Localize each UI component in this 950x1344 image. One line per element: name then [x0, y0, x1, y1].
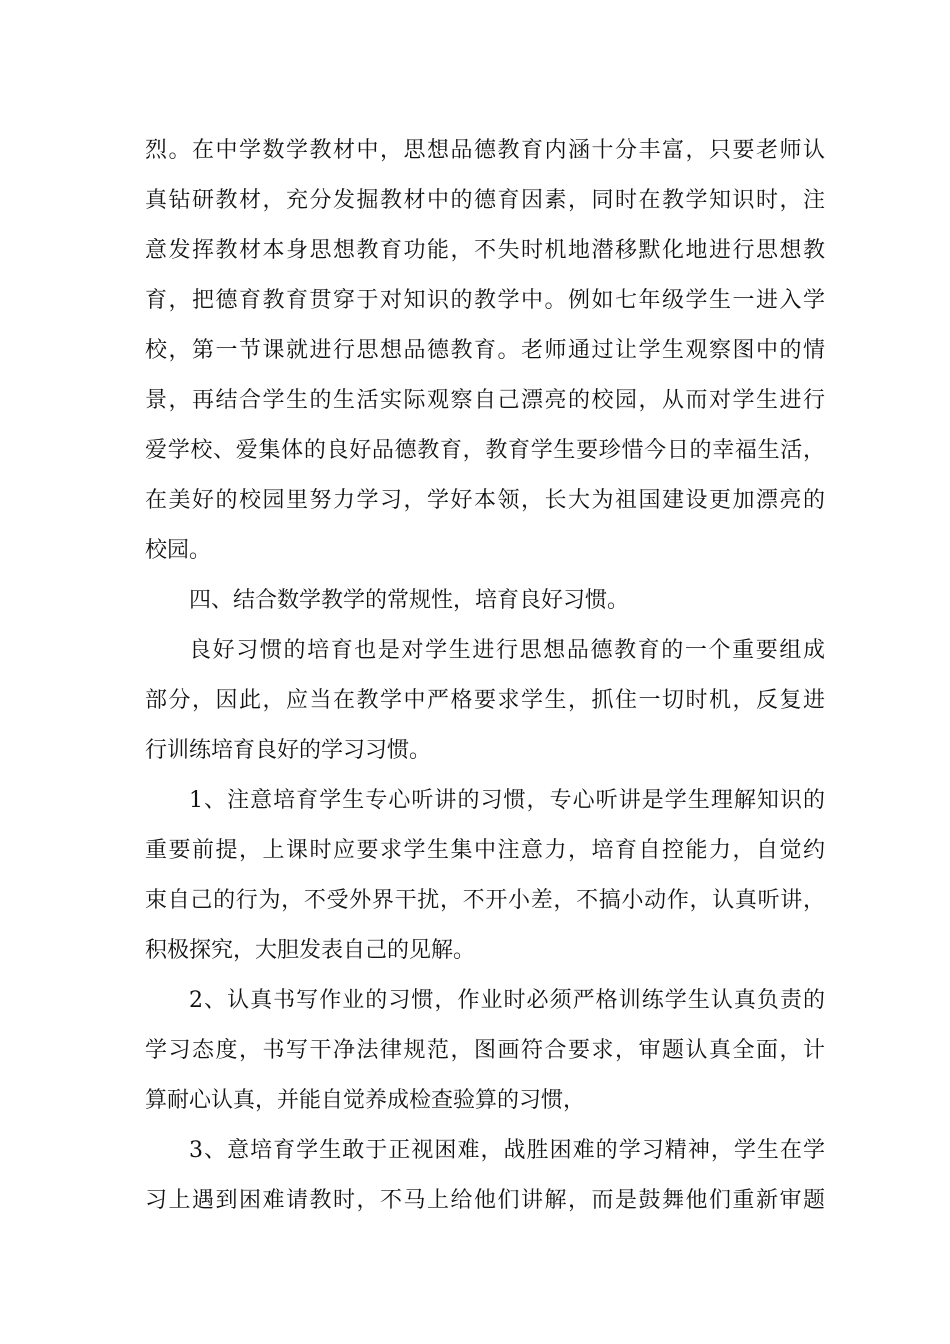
body-text — [145, 126, 825, 1226]
text-line: 学习态度，书写干净法律规范，图画符合要求，审题认真全面，计 — [145, 1038, 825, 1063]
paragraph-item-2 — [145, 976, 825, 1126]
text-line: 积极探究，大胆发表自己的见解。 — [145, 938, 476, 963]
text-line: 算耐心认真，并能自觉养成检查验算的习惯， — [145, 1088, 586, 1113]
paragraph-item-3 — [145, 1126, 825, 1226]
text-line: 真钻研教材，充分发掘教材中的德育因素，同时在教学知识时，注 — [145, 188, 825, 213]
text-line: 爱学校、爱集体的良好品德教育，教育学生要珍惜今日的幸福生活， — [145, 438, 825, 463]
text-line: 良好习惯的培育也是对学生进行思想品德教育的一个重要组成 — [189, 638, 825, 663]
text-line: 校，第一节课就进行思想品德教育。老师通过让学生观察图中的情 — [145, 338, 825, 363]
text-line: 烈。在中学数学教材中，思想品德教育内涵十分丰富，只要老师认 — [145, 138, 825, 163]
text-line: 育，把德育教育贯穿于对知识的教学中。例如七年级学生一进入学 — [145, 288, 825, 313]
text-line: 束自己的行为，不受外界干扰，不开小差，不搞小动作，认真听讲， — [145, 888, 825, 913]
paragraph-item-1 — [145, 776, 825, 976]
text-line: 意发挥教材本身思想教育功能，不失时机地潜移默化地进行思想教 — [145, 238, 825, 263]
paragraph-moral-education — [145, 126, 825, 576]
section-heading: 四、结合数学教学的常规性，培育良好习惯。 — [189, 588, 630, 613]
text-line: 部分，因此，应当在教学中严格要求学生，抓住一切时机，反复进 — [145, 688, 825, 713]
text-line: 行训练培育良好的学习习惯。 — [145, 738, 432, 763]
text-line: 2、认真书写作业的习惯，作业时必须严格训练学生认真负责的 — [189, 988, 825, 1013]
section-heading-four — [145, 576, 825, 626]
text-line: 在美好的校园里努力学习，学好本领，长大为祖国建设更加漂亮的 — [145, 488, 825, 513]
text-line: 校园。 — [145, 538, 212, 563]
text-line: 景，再结合学生的生活实际观察自己漂亮的校园，从而对学生进行 — [145, 388, 825, 413]
paragraph-good-habits — [145, 626, 825, 776]
text-line: 重要前提，上课时应要求学生集中注意力，培育自控能力，自觉约 — [145, 838, 825, 863]
text-line: 习上遇到困难请教时，不马上给他们讲解，而是鼓舞他们重新审题 — [145, 1188, 825, 1213]
text-line: 1、注意培育学生专心听讲的习惯，专心听讲是学生理解知识的 — [189, 788, 825, 813]
text-line: 3、意培育学生敢于正视困难，战胜困难的学习精神，学生在学 — [189, 1138, 825, 1163]
